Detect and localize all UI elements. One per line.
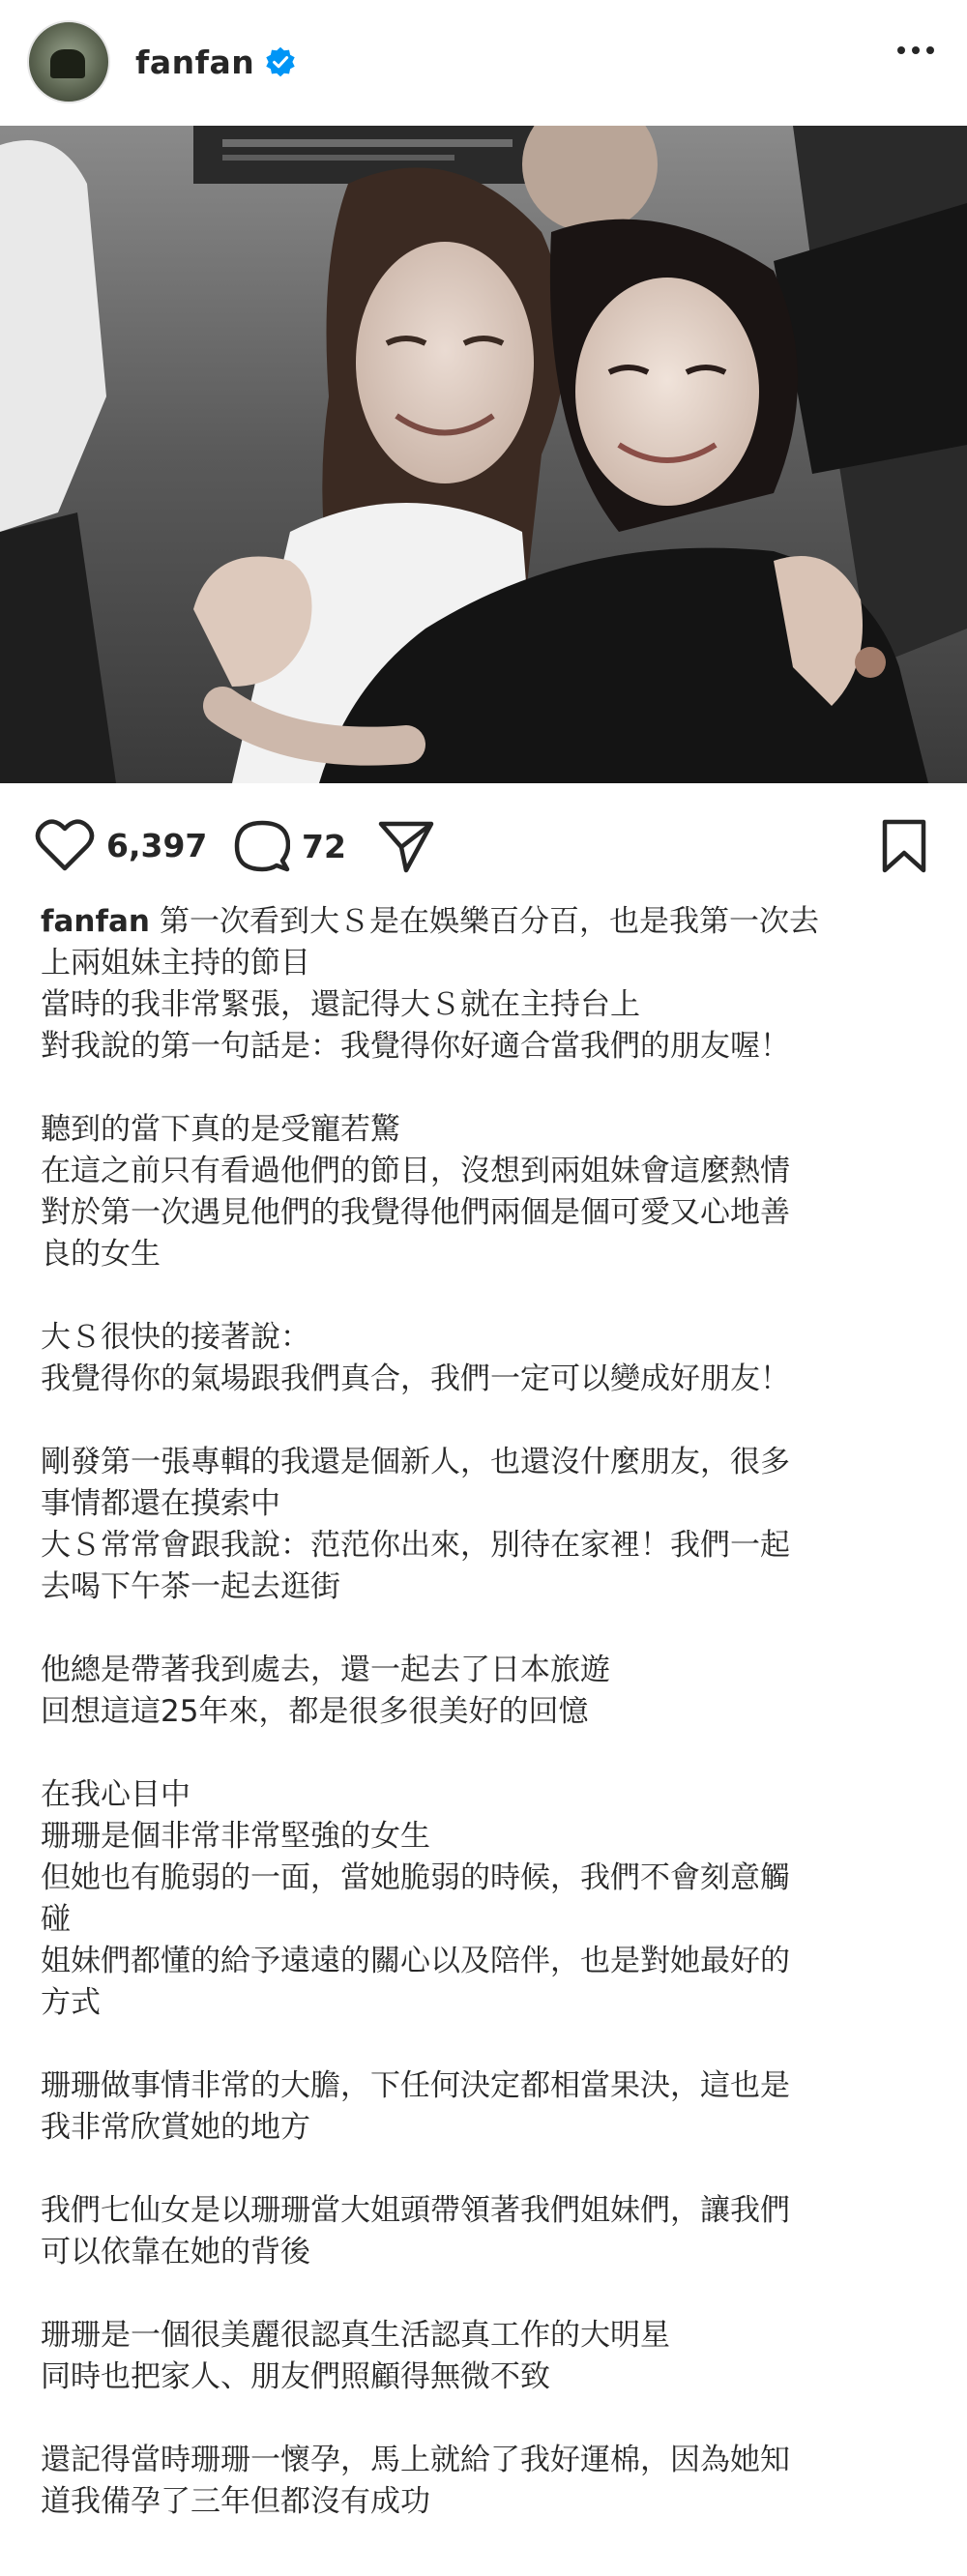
post-header [0, 0, 967, 124]
post-username[interactable]: fanfan [135, 43, 255, 81]
caption-paragraph [41, 1774, 930, 2024]
comment-button[interactable] [234, 818, 346, 874]
caption-line: 碰 [41, 1902, 71, 1937]
caption-paragraph [41, 1317, 930, 1400]
caption-line: 他總是帶著我到處去，還一起去了日本旅遊 [41, 1653, 610, 1687]
photo-illustration [0, 126, 967, 783]
caption-line: 良的女生 [41, 1237, 161, 1272]
caption-line: fanfan 第一次看到大Ｓ是在娛樂百分百，也是我第一次去 [41, 904, 819, 939]
caption-line: 珊珊做事情非常的大膽，下任何決定都相當果決，這也是 [41, 2068, 790, 2103]
caption-line: 方式 [41, 1985, 101, 2020]
caption-line: 回想這這25年來，都是很多很美好的回憶 [41, 1694, 589, 1729]
caption-line: 上兩姐妹主持的節目 [41, 946, 310, 981]
post-photo[interactable] [0, 126, 967, 783]
post-actions [0, 793, 967, 899]
verified-badge-icon [264, 45, 297, 78]
avatar[interactable] [27, 20, 110, 103]
heart-icon [35, 818, 95, 872]
more-options-icon[interactable] [897, 46, 934, 54]
caption-paragraph [41, 2190, 930, 2273]
caption-line: 我非常欣賞她的地方 [41, 2110, 310, 2145]
comment-count[interactable]: 72 [302, 827, 346, 865]
post-caption [41, 901, 930, 2564]
caption-paragraph [41, 1650, 930, 1733]
caption-line: 去喝下午茶一起去逛街 [41, 1569, 340, 1604]
caption-paragraph [41, 1109, 930, 1275]
save-button[interactable] [880, 818, 928, 874]
bookmark-icon [880, 818, 928, 874]
caption-line: 還記得當時珊珊一懷孕，馬上就給了我好運棉，因為她知 [41, 2443, 790, 2477]
comment-bubble-icon [234, 818, 290, 874]
caption-line: 但她也有脆弱的一面，當她脆弱的時候，我們不會刻意觸 [41, 1860, 790, 1895]
like-count[interactable]: 6,397 [106, 826, 208, 864]
caption-paragraph [41, 2065, 930, 2149]
caption-line: 對於第一次遇見他們的我覺得他們兩個是個可愛又心地善 [41, 1195, 790, 1230]
caption-paragraph [41, 901, 930, 1068]
send-icon [377, 818, 435, 874]
caption-username[interactable]: fanfan [41, 904, 150, 939]
caption-line: 道我備孕了三年但都沒有成功 [41, 2484, 430, 2519]
caption-paragraph [41, 2315, 930, 2398]
caption-line: 大Ｓ常常會跟我說：范范你出來，別待在家裡！我們一起 [41, 1528, 790, 1563]
caption-line: 大Ｓ很快的接著說： [41, 1320, 310, 1355]
caption-line: 我覺得你的氣場跟我們真合，我們一定可以變成好朋友！ [41, 1361, 790, 1396]
caption-line: 在這之前只有看過他們的節目，沒想到兩姐妹會這麼熱情 [41, 1154, 790, 1188]
caption-line: 同時也把家人、朋友們照顧得無微不致 [41, 2359, 550, 2394]
like-button[interactable] [35, 818, 207, 872]
caption-line: 珊珊是個非常非常堅強的女生 [41, 1819, 430, 1854]
share-button[interactable] [377, 818, 435, 874]
caption-paragraph [41, 1442, 930, 1608]
caption-line: 珊珊是一個很美麗很認真生活認真工作的大明星 [41, 2318, 670, 2353]
caption-line: 對我說的第一句話是：我覺得你好適合當我們的朋友喔！ [41, 1029, 790, 1064]
caption-line: 當時的我非常緊張，還記得大Ｓ就在主持台上 [41, 987, 640, 1022]
caption-line: 我們七仙女是以珊珊當大姐頭帶領著我們姐妹們，讓我們 [41, 2193, 790, 2228]
caption-paragraph [41, 2440, 930, 2523]
caption-line: 姐妹們都懂的給予遠遠的關心以及陪伴，也是對她最好的 [41, 1944, 790, 1978]
caption-line: 剛發第一張專輯的我還是個新人，也還沒什麼朋友，很多 [41, 1445, 790, 1479]
caption-line: 聽到的當下真的是受寵若驚 [41, 1112, 400, 1147]
caption-line: 在我心目中 [41, 1777, 190, 1812]
caption-line: 可以依靠在她的背後 [41, 2235, 310, 2269]
caption-line: 事情都還在摸索中 [41, 1486, 280, 1521]
